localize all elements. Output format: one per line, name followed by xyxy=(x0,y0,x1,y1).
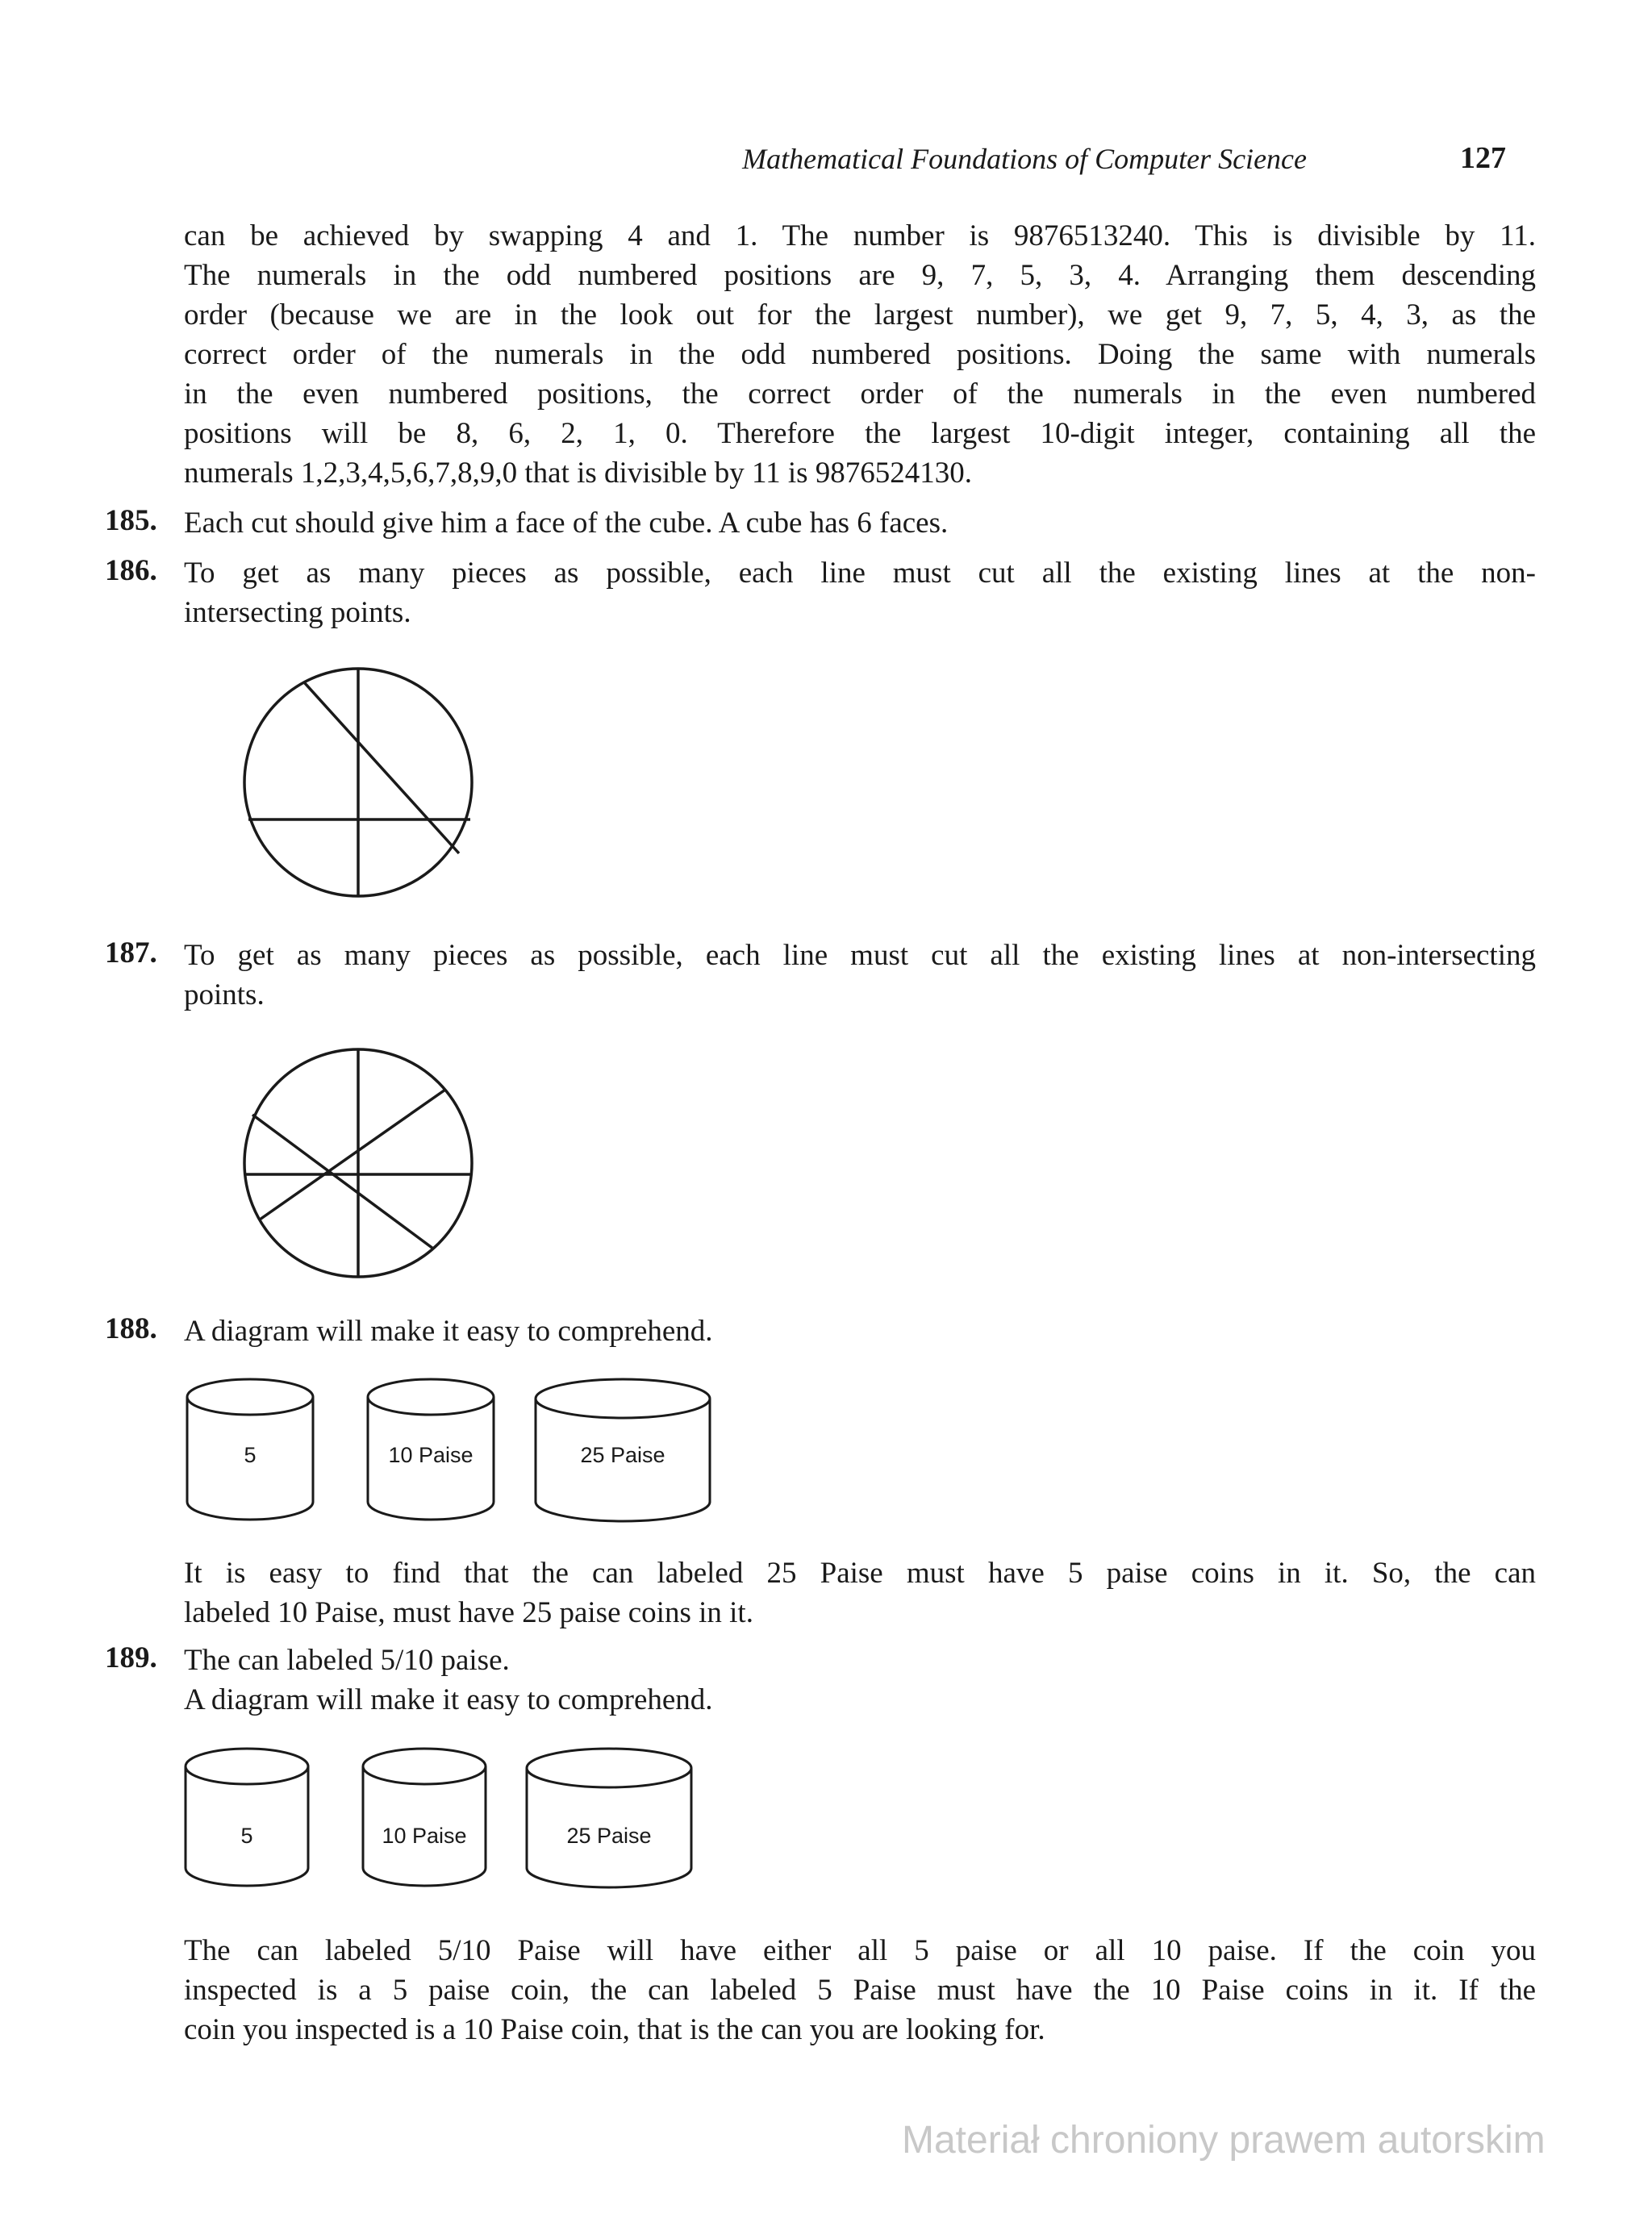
intro-paragraph xyxy=(184,216,1536,493)
item-189-explanation xyxy=(184,1931,1536,2049)
item-188-explanation xyxy=(184,1553,1536,1632)
circle-four-cuts-diagram xyxy=(239,1044,481,1286)
item-number-187: 187. xyxy=(105,936,157,969)
diagonal-cut-line xyxy=(252,1115,433,1249)
text-line: To get as many pieces as possible, each line must cut all the existing lines at the non- xyxy=(184,557,1536,590)
item-number-186: 186. xyxy=(105,554,157,587)
item-text-188: A diagram will make it easy to comprehend. xyxy=(184,1315,713,1348)
item-text-189 xyxy=(184,1641,1536,1720)
text-line: The can labeled 5/10 Paise will have either all 5 paise or all 10 paise. If the coin you xyxy=(184,1934,1536,1967)
can-10-paise xyxy=(363,1749,486,1886)
text-line: The numerals in the odd numbered positions are 9, 7, 5, 3, 4. Arranging them descending xyxy=(184,259,1536,292)
diagonal-cut-line xyxy=(304,682,459,853)
item-number-189: 189. xyxy=(105,1641,157,1674)
circle-three-cuts-diagram xyxy=(239,663,481,905)
text-line: labeled 10 Paise, must have 25 paise coins in it. xyxy=(184,1596,753,1629)
can-5 xyxy=(186,1749,308,1886)
text-line: positions will be 8, 6, 2, 1, 0. Therefore the largest 10-digit integer, containing all the xyxy=(184,417,1536,450)
diagonal-cut-line xyxy=(260,1090,445,1220)
text-line: correct order of the numerals in the odd numbered positions. Doing the same with numerals xyxy=(184,338,1536,371)
can-label-5: 5 xyxy=(244,1443,257,1467)
text-line: in the even numbered positions, the correct order of the numerals in the even numbered xyxy=(184,377,1536,411)
text-line: A diagram will make it easy to comprehend. xyxy=(184,1683,713,1716)
text-line: It is easy to find that the can labeled 25 Paise must have 5 paise coins in it. So, the can xyxy=(184,1557,1536,1590)
item-text-187 xyxy=(184,936,1536,1015)
item-number-188: 188. xyxy=(105,1312,157,1345)
item-text-186 xyxy=(184,553,1536,632)
text-line: can be achieved by swapping 4 and 1. The number is 9876513240. This is divisible by 11. xyxy=(184,219,1536,252)
labeled-cans-diagram-189 xyxy=(184,1741,749,1902)
can-label-25-paise: 25 Paise xyxy=(580,1443,665,1467)
can-label-5: 5 xyxy=(240,1824,253,1848)
labeled-cans-diagram-188 xyxy=(184,1371,749,1532)
item-text-185: Each cut should give him a face of the cube. A cube has 6 faces. xyxy=(184,507,949,540)
text-line: points. xyxy=(184,978,265,1011)
can-label-10-paise: 10 Paise xyxy=(382,1824,467,1848)
text-line: To get as many pieces as possible, each line must cut all the existing lines at non-intersecting xyxy=(184,939,1536,972)
copyright-watermark: Materiał chroniony prawem autorskim xyxy=(902,2119,1546,2162)
item-number-185: 185. xyxy=(105,504,157,537)
text-line: coin you inspected is a 10 Paise coin, that is the can you are looking for. xyxy=(184,2013,1045,2046)
page-number: 127 xyxy=(1460,141,1506,175)
text-line: intersecting points. xyxy=(184,596,411,629)
can-label-10-paise: 10 Paise xyxy=(388,1443,473,1467)
text-line: The can labeled 5/10 paise. xyxy=(184,1644,510,1677)
text-line: inspected is a 5 paise coin, the can labeled 5 Paise must have the 10 Paise coins in it. If the xyxy=(184,1974,1536,2007)
text-line: order (because we are in the look out for the largest number), we get 9, 7, 5, 4, 3, as the xyxy=(184,298,1536,331)
can-25-paise xyxy=(527,1749,691,1887)
text-line: numerals 1,2,3,4,5,6,7,8,9,0 that is divisible by 11 is 9876524130. xyxy=(184,457,973,490)
running-header-title: Mathematical Foundations of Computer Science xyxy=(742,143,1307,175)
can-label-25-paise: 25 Paise xyxy=(566,1824,652,1848)
